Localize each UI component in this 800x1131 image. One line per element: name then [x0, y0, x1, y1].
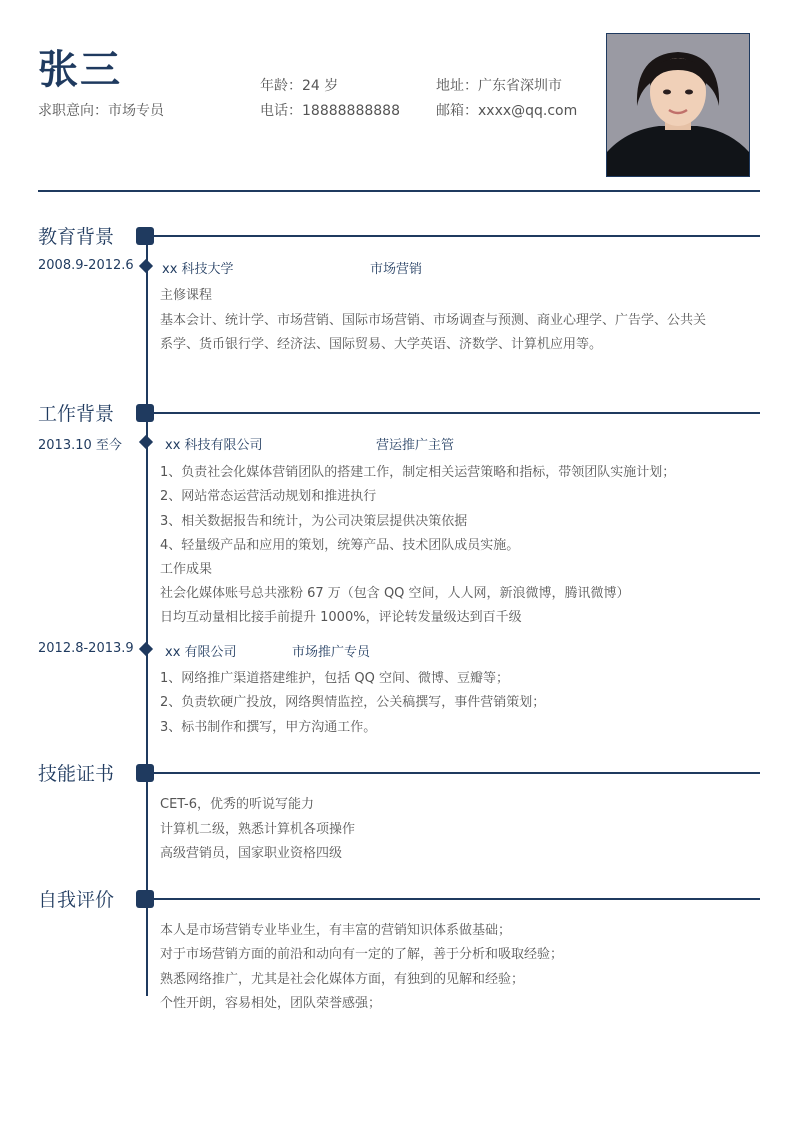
job-line: 3、标书制作和撰写，甲方沟通工作。 [160, 720, 377, 735]
person-portrait-icon [607, 34, 749, 176]
job-intent: 求职意向：市场专员 [38, 103, 164, 119]
job-line: 日均互动量相比接手前提升 1000%，评论转发量级达到百千级 [160, 610, 522, 625]
job-line: 社会化媒体账号总共涨粉 67 万（包含 QQ 空间，人人网，新浪微博，腾讯微博） [160, 586, 630, 601]
job-date: 2012.8-2013.9 [38, 641, 134, 656]
company-name: xx 科技有限公司 [165, 438, 263, 453]
address: 地址：广东省深圳市 [436, 78, 562, 94]
self-line: 本人是市场营销专业毕业生，有丰富的营销知识体系做基础； [160, 923, 512, 938]
timeline-diamond-icon [139, 435, 153, 449]
education-line: 主修课程 [160, 288, 213, 303]
job-role: 营运推广主管 [376, 438, 455, 453]
job-line: 3、相关数据报告和统计，为公司决策层提供决策依据 [160, 514, 468, 529]
skill-line: CET-6，优秀的听说写能力 [160, 797, 315, 812]
job-line: 1、负责社会化媒体营销团队的搭建工作，制定相关运营策略和指标，带领团队实施计划； [160, 465, 676, 480]
section-rule [154, 412, 760, 414]
section-marker [136, 404, 154, 422]
school-name: xx 科技大学 [162, 262, 234, 277]
education-line: 系学、货币银行学、经济法、国际贸易、大学英语、济数学、计算机应用等。 [160, 337, 603, 352]
education-date: 2008.9-2012.6 [38, 258, 134, 273]
section-marker [136, 227, 154, 245]
header-divider [38, 190, 760, 192]
candidate-name: 张三 [38, 47, 122, 93]
profile-photo [606, 33, 750, 177]
section-title-self: 自我评价 [38, 889, 115, 911]
timeline-diamond-icon [139, 259, 153, 273]
job-line: 2、网站常态运营活动规划和推进执行 [160, 489, 377, 504]
skill-line: 高级营销员，国家职业资格四级 [160, 846, 343, 861]
section-rule [154, 772, 760, 774]
age: 年龄：24 岁 [260, 78, 339, 94]
company-name: xx 有限公司 [165, 645, 237, 660]
job-line: 1、网络推广渠道搭建维护，包括 QQ 空间、微博、豆瓣等； [160, 671, 510, 686]
section-title-skills: 技能证书 [38, 763, 115, 785]
self-line: 对于市场营销方面的前沿和动向有一定的了解，善于分析和吸取经验； [160, 947, 564, 962]
timeline-line [146, 240, 148, 996]
section-marker [136, 764, 154, 782]
education-line: 基本会计、统计学、市场营销、国际市场营销、市场调查与预测、商业心理学、广告学、公共关 [160, 313, 707, 328]
email: 邮箱：xxxx@qq.com [436, 103, 578, 119]
job-role: 市场推广专员 [292, 645, 371, 660]
section-marker [136, 890, 154, 908]
job-date: 2013.10 至今 [38, 438, 122, 453]
job-line: 4、轻量级产品和应用的策划，统筹产品、技术团队成员实施。 [160, 538, 520, 553]
timeline-diamond-icon [139, 642, 153, 656]
section-title-education: 教育背景 [38, 226, 115, 248]
self-line: 熟悉网络推广，尤其是社会化媒体方面，有独到的见解和经验； [160, 972, 525, 987]
skill-line: 计算机二级，熟悉计算机各项操作 [160, 822, 356, 837]
major-name: 市场营销 [370, 262, 423, 277]
section-rule [154, 898, 760, 900]
section-rule [154, 235, 760, 237]
self-line: 个性开朗，容易相处，团队荣誉感强； [160, 996, 382, 1011]
job-line: 工作成果 [160, 562, 213, 577]
job-line: 2、负责软硬广投放，网络舆情监控，公关稿撰写，事件营销策划； [160, 695, 546, 710]
section-title-work: 工作背景 [38, 403, 115, 425]
phone: 电话：18888888888 [260, 103, 400, 119]
